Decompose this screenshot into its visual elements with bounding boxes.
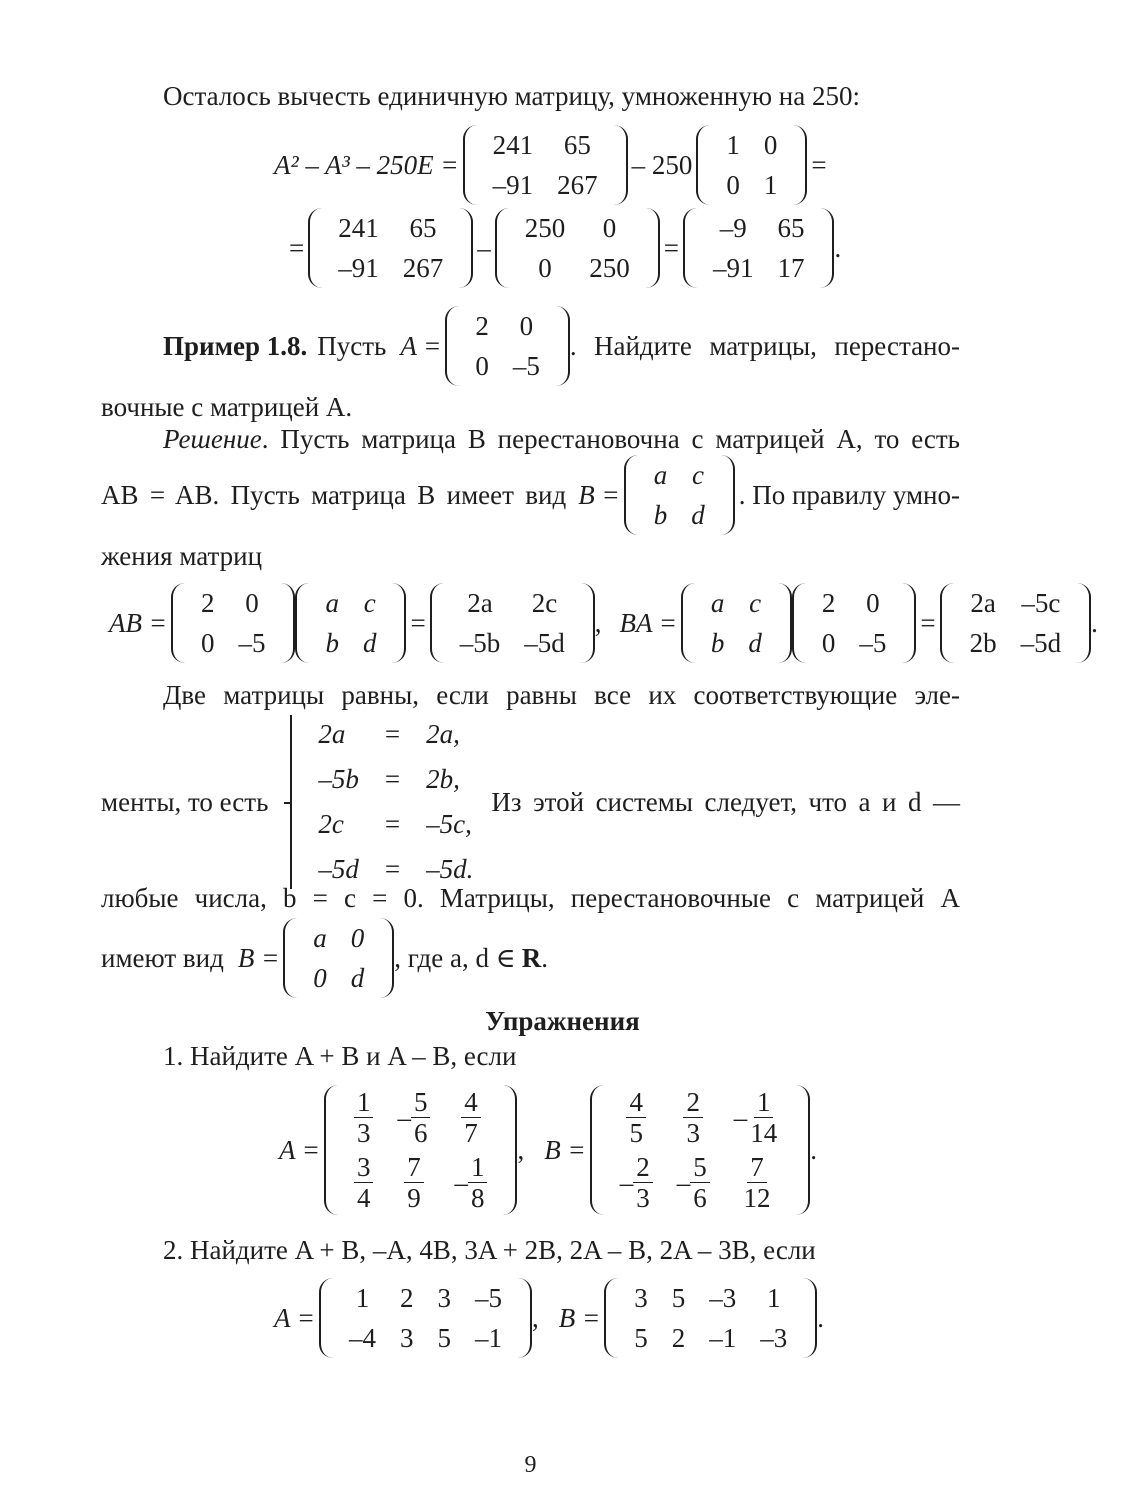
system-cell: 2c <box>318 809 344 839</box>
matrix-cell: –5b <box>459 628 501 658</box>
denominator: 3 <box>686 1118 700 1148</box>
fraction <box>411 1087 431 1148</box>
matrix-cell: 241 <box>492 130 534 160</box>
matrix-cell: 0 <box>350 923 365 953</box>
exercise-item: 2. Найдите A + B, –A, 4B, 3A + 2B, 2A – B, 2A – 3B, если <box>163 1235 816 1265</box>
text-line: AB = AB. Пусть матрица B имеет вид B = a c b d . По правилу умно- <box>101 455 960 535</box>
matrix <box>171 583 296 663</box>
section-title: Упражнения <box>485 1006 640 1036</box>
numerator: 4 <box>461 1087 481 1118</box>
fraction <box>633 1152 653 1213</box>
numerator: 1 <box>354 1087 374 1118</box>
denominator: 6 <box>413 1118 428 1148</box>
matrix-cell: –4 <box>348 1323 376 1353</box>
system-cell: 2b, <box>426 764 460 794</box>
matrix-cell: –5 <box>859 628 887 658</box>
matrix-cell: –5 <box>512 351 540 381</box>
matrix-cell: 2 <box>200 588 215 618</box>
matrix-cell: 5 <box>437 1323 451 1353</box>
fraction <box>354 1087 374 1148</box>
fraction <box>461 1087 481 1148</box>
fraction <box>468 1152 488 1213</box>
matrix-cell: 2a <box>467 588 493 618</box>
denominator: 3 <box>356 1118 371 1148</box>
text-line: Осталось вычесть единичную матрицу, умноженную на 250: <box>163 81 860 111</box>
matrix-cell: 0 <box>475 351 489 381</box>
matrix <box>283 918 394 998</box>
text-line: Две матрицы равны, если равны все их соответствующие эле- <box>163 680 960 710</box>
system-cell: 2a <box>318 719 346 749</box>
operator: – 250 <box>631 150 693 180</box>
fraction-sign: – <box>454 1167 468 1198</box>
matrix-cell: 5 <box>671 1283 686 1313</box>
equation-row: A = $\frac{1}{3}$ – $\frac{5}{6}$ $\frac{4}{7}$ $\frac{3}{4}$ $\frac{7}{9}$ – $\frac{1}{8}$ , B = $\frac{4}{5}$ $\frac{2}{3}$ – $\frac{1}{14}$ – $\frac{2}{3}$ – $\frac{5}{6}$ $\frac{7}{12}$ . <box>279 1087 817 1213</box>
denominator: 7 <box>464 1118 478 1148</box>
fraction-cell <box>385 1150 442 1215</box>
equation-row <box>270 125 831 205</box>
matrix-cell: 0 <box>763 130 778 160</box>
fraction <box>354 1152 374 1213</box>
matrix <box>324 1085 518 1215</box>
page-number: 9 <box>524 1452 537 1478</box>
numerator: 1 <box>754 1087 774 1118</box>
operator: = <box>811 150 827 180</box>
matrix-cell: 17 <box>777 253 805 283</box>
system-cell: –5b <box>318 764 359 794</box>
numerator: 2 <box>683 1087 703 1118</box>
matrix-cell: –91 <box>712 253 754 283</box>
matrix-cell: –1 <box>709 1323 737 1353</box>
operator: = <box>663 233 679 263</box>
fraction-sign: – <box>619 1167 634 1198</box>
matrix-cell: –91 <box>492 170 534 200</box>
matrix-cell: 1 <box>726 130 740 160</box>
fraction-cell <box>608 1085 665 1150</box>
matrix-cell: b <box>710 628 725 658</box>
system-row: менты, то есть 2a = 2a, –5b = 2b, 2c = –5c, –5d = –5d. Из этой системы следует, что a и d — <box>101 711 960 893</box>
system-cell: = <box>384 764 401 794</box>
matrix-cell: 65 <box>409 213 437 243</box>
fraction-cell <box>442 1150 499 1215</box>
matrix-cell: –5c <box>1021 588 1061 618</box>
matrix-cell: –5d <box>1020 628 1062 658</box>
matrix-cell: d <box>691 500 705 530</box>
denominator: 4 <box>356 1183 371 1213</box>
denominator: 12 <box>743 1183 771 1213</box>
matrix-cell: 1 <box>355 1283 370 1313</box>
text-line: любые числа, b = c = 0. Матрицы, перестановочные с матрицей A <box>101 883 960 913</box>
matrix-cell: 1 <box>763 170 778 200</box>
exercise-item: 1. Найдите A + B и A – B, если <box>163 1041 517 1071</box>
matrix-cell: –3 <box>760 1323 788 1353</box>
matrix <box>430 583 595 663</box>
matrix-cell: d <box>748 628 762 658</box>
fraction <box>626 1087 646 1148</box>
punct: . <box>834 233 842 263</box>
matrix-cell: 3 <box>634 1283 648 1313</box>
text: . Найдите матрицы, перестано- <box>569 331 960 361</box>
operator: = <box>289 233 305 263</box>
fraction-sign: – <box>733 1102 748 1133</box>
matrix <box>308 208 473 288</box>
denominator: 3 <box>636 1183 650 1213</box>
matrix <box>445 306 570 386</box>
matrix-cell: 2 <box>475 311 489 341</box>
denominator: 5 <box>629 1118 643 1148</box>
denominator: 8 <box>470 1183 485 1213</box>
matrix-cell: 2a <box>970 588 996 618</box>
matrix-cell: –5 <box>474 1283 502 1313</box>
system-cell: = <box>384 719 401 749</box>
matrix-cell: 0 <box>821 628 836 658</box>
matrix-cell: 2c <box>531 588 558 618</box>
matrix-cell: a <box>653 460 668 490</box>
system-cell: = <box>384 854 401 884</box>
matrix-cell: 0 <box>866 588 880 618</box>
matrix <box>681 583 792 663</box>
brace <box>284 711 298 893</box>
matrix <box>683 208 835 288</box>
matrix-cell: –91 <box>338 253 379 283</box>
system-cell: –5c, <box>426 809 472 839</box>
matrix <box>604 1278 817 1358</box>
text: A = <box>400 331 442 361</box>
matrix-cell: a <box>313 923 327 953</box>
matrix-cell: 0 <box>200 628 215 658</box>
text-line: Решение. Пусть матрица B перестановочна с матрицей A, то есть <box>163 424 960 454</box>
matrix <box>590 1085 811 1215</box>
matrix-cell: –5d <box>524 628 565 658</box>
matrix-cell: 1 <box>766 1283 781 1313</box>
matrix-cell: 2 <box>821 588 836 618</box>
fraction-cell <box>608 1150 665 1215</box>
matrix-cell: b <box>325 628 339 658</box>
equation-row: A = 1 2 3 –5 –4 3 5 –1 , B = 3 5 –3 1 5 2 –1 –3 . <box>270 1278 824 1358</box>
denominator: 14 <box>750 1118 778 1148</box>
matrix <box>940 583 1092 663</box>
matrix-cell: c <box>749 588 762 618</box>
fraction-cell <box>442 1085 499 1150</box>
matrix-cell: –3 <box>709 1283 737 1313</box>
matrix-cell: 5 <box>634 1323 648 1353</box>
numerator: 5 <box>690 1152 710 1183</box>
matrix-cell: b <box>653 500 668 530</box>
matrix-cell: 2b <box>969 628 997 658</box>
matrix-cell: c <box>363 588 376 618</box>
fraction <box>747 1087 780 1148</box>
fraction <box>740 1152 773 1213</box>
fraction <box>683 1087 703 1148</box>
matrix-cell: a <box>325 588 339 618</box>
text-line: вочные с матрицей A. <box>101 392 353 422</box>
numerator: 1 <box>468 1152 488 1183</box>
fraction-sign: – <box>397 1102 411 1133</box>
solution-label: Решение <box>163 424 262 454</box>
text-line: имеют вид B = a 0 0 d , где a, d ∈ R . <box>101 918 548 998</box>
matrix-cell: 241 <box>338 213 379 243</box>
matrix-cell: 0 <box>726 170 740 200</box>
fraction-cell <box>665 1150 722 1215</box>
fraction-sign: – <box>676 1167 691 1198</box>
eq-lhs: A² – A³ – 250E = <box>274 150 459 180</box>
matrix-cell: 0 <box>313 963 327 993</box>
matrix-cell: 2 <box>399 1283 414 1313</box>
matrix-cell: 0 <box>538 253 552 283</box>
fraction-cell <box>342 1085 386 1150</box>
matrix-cell: a <box>710 588 725 618</box>
denominator: 9 <box>407 1183 421 1213</box>
matrix-cell: –9 <box>719 213 747 243</box>
fraction <box>404 1152 424 1213</box>
numerator: 5 <box>411 1087 431 1118</box>
matrix-cell: 0 <box>245 588 259 618</box>
matrix-cell: c <box>691 460 704 490</box>
matrix <box>319 1278 532 1358</box>
matrix <box>624 455 735 535</box>
system-cell: = <box>384 809 401 839</box>
fraction <box>690 1152 710 1213</box>
numerator: 4 <box>626 1087 646 1118</box>
example-label: Пример 1.8. <box>163 331 308 361</box>
equation-row: AB = 2 0 0 –5 a c b d = 2a 2c –5b –5d , BA = a c b d 2 0 0 –5 = 2a –5c 2b –5d . <box>105 583 1098 663</box>
matrix <box>495 208 660 288</box>
denominator: 6 <box>693 1183 707 1213</box>
matrix <box>295 583 406 663</box>
fraction-cell <box>385 1085 442 1150</box>
numerator: 7 <box>404 1152 424 1183</box>
operator: – <box>477 233 491 263</box>
fraction-cell <box>722 1150 793 1215</box>
text: Пусть <box>317 331 387 361</box>
system-cell: 2a, <box>426 719 460 749</box>
system-cell: –5d <box>318 854 359 884</box>
fraction-cell <box>722 1085 793 1150</box>
numerator: 2 <box>633 1152 653 1183</box>
matrix-cell: 250 <box>524 213 566 243</box>
matrix-cell: 267 <box>557 170 598 200</box>
matrix-cell: 0 <box>519 311 534 341</box>
matrix-cell: –5 <box>238 628 266 658</box>
matrix-cell: 0 <box>602 213 617 243</box>
matrix-cell: 65 <box>563 130 591 160</box>
matrix-cell: 250 <box>589 253 630 283</box>
matrix-cell: 2 <box>671 1323 686 1353</box>
matrix <box>463 125 628 205</box>
matrix-cell: 3 <box>437 1283 451 1313</box>
fraction-cell <box>342 1150 386 1215</box>
matrix-cell: d <box>362 628 377 658</box>
numerator: 7 <box>747 1152 767 1183</box>
matrix <box>696 125 807 205</box>
numerator: 3 <box>354 1152 374 1183</box>
equation-row <box>285 208 841 288</box>
system-cell: –5d. <box>426 854 474 884</box>
matrix-cell: 3 <box>399 1323 414 1353</box>
example-row <box>163 306 960 386</box>
fraction-cell <box>665 1085 722 1150</box>
text-line: жения матриц <box>101 541 263 571</box>
matrix-cell: –1 <box>474 1323 502 1353</box>
matrix-cell: 65 <box>777 213 805 243</box>
equation-system <box>284 711 487 893</box>
matrix-cell: d <box>350 963 365 993</box>
matrix-cell: 267 <box>402 253 444 283</box>
matrix <box>792 583 917 663</box>
